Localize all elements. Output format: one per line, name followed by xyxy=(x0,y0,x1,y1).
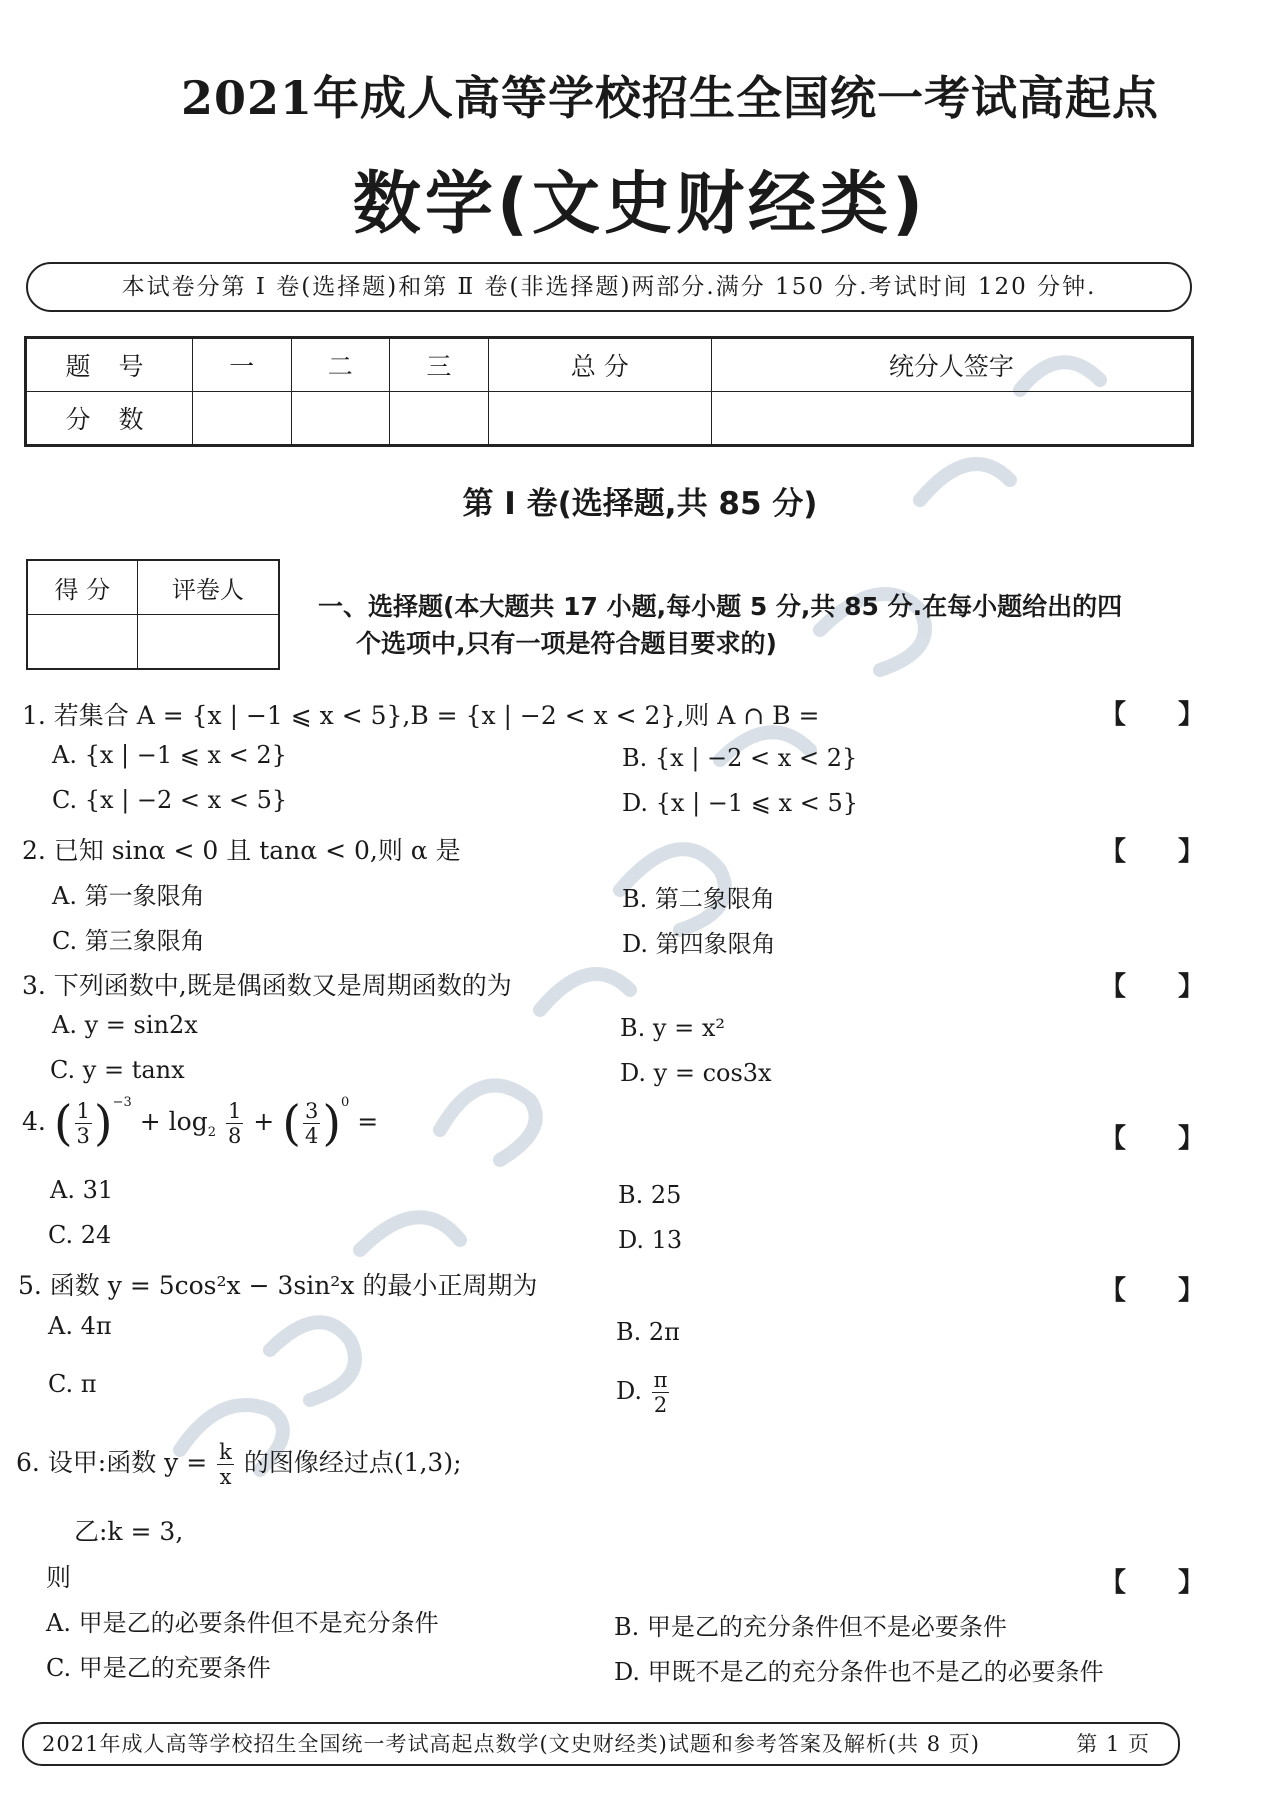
fraction-numerator: 1 xyxy=(76,1099,90,1123)
grader-score-cell[interactable] xyxy=(27,615,137,670)
footer-text: 2021年成人高等学校招生全国统一考试高起点数学(文史财经类)试题和参考答案及解析(共 8 页) xyxy=(42,1732,980,1756)
plus-operator: + xyxy=(253,1107,275,1136)
fraction-denominator: 4 xyxy=(304,1124,319,1148)
fraction xyxy=(226,1099,243,1148)
exponent: −3 xyxy=(112,1095,132,1110)
answer-option: D. {x | −1 ⩽ x < 5} xyxy=(622,789,858,817)
exam-subject: 数学(文史财经类) xyxy=(352,165,928,244)
score-table-cell: 分 数 xyxy=(26,392,193,446)
grader-score-label: 得 分 xyxy=(27,560,137,615)
answer-option: B. y = x² xyxy=(620,1014,725,1042)
question-text: 则 xyxy=(46,1563,72,1592)
answer-option: A. {x | −1 ⩽ x < 2} xyxy=(52,741,287,769)
answer-option: B. {x | −2 < x < 2} xyxy=(622,744,858,772)
instructions-line: 一、选择题(本大题共 17 小题,每小题 5 分,共 85 分.在每小题给出的四 xyxy=(318,592,1123,621)
score-entry-cell[interactable] xyxy=(488,392,711,446)
exam-title: 2021年成人高等学校招生全国统一考试高起点 xyxy=(180,71,1160,125)
answer-bracket[interactable]: 【 】 xyxy=(1100,837,1205,867)
question-text: 的图像经过点(1,3); xyxy=(243,1448,462,1477)
fraction-numerator: 1 xyxy=(227,1099,242,1123)
grader-name-label: 评卷人 xyxy=(137,560,279,615)
equals-sign: = xyxy=(357,1107,379,1136)
answer-option: D. 第四象限角 xyxy=(622,930,776,958)
fraction xyxy=(303,1099,320,1148)
answer-option: D. 甲既不是乙的充分条件也不是乙的必要条件 xyxy=(614,1658,1104,1686)
answer-option xyxy=(616,1368,671,1417)
grader-name-cell[interactable] xyxy=(137,615,279,670)
paren-right: ) xyxy=(322,1095,342,1152)
answer-option: B. 第二象限角 xyxy=(622,885,775,913)
answer-bracket[interactable]: 【 】 xyxy=(1100,1568,1205,1598)
fraction-denominator: 8 xyxy=(227,1124,242,1148)
log-base: 2 xyxy=(207,1125,217,1140)
answer-option: C. y = tanx xyxy=(50,1056,185,1084)
score-table-cell: 三 xyxy=(390,338,489,392)
question-stem xyxy=(16,1440,462,1489)
option-label: D. xyxy=(616,1377,643,1405)
fraction-numerator: 3 xyxy=(304,1099,319,1123)
paren-right: ) xyxy=(93,1095,113,1152)
answer-option: C. π xyxy=(48,1370,97,1398)
log-operator: + log xyxy=(139,1107,208,1136)
answer-bracket[interactable]: 【 】 xyxy=(1100,1276,1205,1306)
question-stem: 3. 下列函数中,既是偶函数又是周期函数的为 xyxy=(22,971,512,1000)
fraction-denominator: x xyxy=(219,1465,232,1489)
answer-option: A. 31 xyxy=(50,1176,114,1204)
answer-option: B. 2π xyxy=(616,1318,680,1346)
answer-option: A. 甲是乙的必要条件但不是充分条件 xyxy=(46,1609,439,1637)
question-stem: 2. 已知 sinα < 0 且 tanα < 0,则 α 是 xyxy=(22,836,461,865)
fraction-denominator: 2 xyxy=(653,1393,668,1417)
fraction xyxy=(75,1099,92,1148)
answer-option: D. 13 xyxy=(618,1226,683,1254)
question-stem xyxy=(22,1095,378,1152)
score-entry-cell[interactable] xyxy=(193,392,292,446)
answer-option: D. y = cos3x xyxy=(620,1059,772,1087)
score-table xyxy=(24,336,1194,447)
instructions-line: 个选项中,只有一项是符合题目要求的) xyxy=(356,629,777,658)
page-footer xyxy=(22,1722,1180,1766)
score-table-header-row xyxy=(26,338,1193,392)
question-stem: 1. 若集合 A = {x | −1 ⩽ x < 5},B = {x | −2 < x < 2},则 A ∩ B = xyxy=(22,701,820,730)
answer-option: C. 甲是乙的充要条件 xyxy=(46,1654,271,1682)
question-stem: 5. 函数 y = 5cos²x − 3sin²x 的最小正周期为 xyxy=(18,1271,538,1300)
score-table-cell: 题 号 xyxy=(26,338,193,392)
score-table-cell: 统分人签字 xyxy=(711,338,1192,392)
exponent: 0 xyxy=(341,1095,350,1110)
fraction-numerator: k xyxy=(219,1440,232,1464)
score-entry-cell[interactable] xyxy=(390,392,489,446)
answer-option: B. 25 xyxy=(618,1181,682,1209)
section-instructions xyxy=(318,588,1198,662)
question-text: 6. 设甲:函数 y = xyxy=(16,1448,208,1477)
answer-bracket[interactable]: 【 】 xyxy=(1100,972,1205,1002)
paren-left: ( xyxy=(282,1095,301,1152)
answer-option: B. 甲是乙的充分条件但不是必要条件 xyxy=(614,1613,1007,1641)
question-condition: 乙:k = 3, xyxy=(74,1517,184,1546)
page-number: 第 1 页 xyxy=(1076,1732,1150,1756)
fraction-denominator: 3 xyxy=(76,1124,90,1148)
answer-option: C. {x | −2 < x < 5} xyxy=(52,786,288,814)
fraction xyxy=(652,1368,670,1417)
answer-option: C. 24 xyxy=(48,1221,112,1249)
score-entry-cell[interactable] xyxy=(711,392,1192,446)
score-table-cell: 二 xyxy=(291,338,390,392)
answer-option: A. 第一象限角 xyxy=(52,882,205,910)
answer-option: A. y = sin2x xyxy=(52,1011,198,1039)
score-table-cell: 一 xyxy=(193,338,292,392)
answer-bracket[interactable]: 【 】 xyxy=(1100,1124,1205,1154)
answer-option: A. 4π xyxy=(48,1312,112,1340)
score-table-cell: 总 分 xyxy=(488,338,711,392)
paren-left: ( xyxy=(53,1095,73,1152)
fraction xyxy=(217,1440,234,1489)
answer-option: C. 第三象限角 xyxy=(52,927,205,955)
fraction-numerator: π xyxy=(653,1368,668,1392)
question-number: 4. xyxy=(22,1107,46,1136)
exam-notice: 本试卷分第 Ⅰ 卷(选择题)和第 Ⅱ 卷(非选择题)两部分.满分 150 分.考试时间 120 分钟. xyxy=(26,262,1192,312)
score-entry-cell[interactable] xyxy=(291,392,390,446)
section-title: 第 Ⅰ 卷(选择题,共 85 分) xyxy=(462,486,818,522)
grader-table xyxy=(26,559,280,670)
answer-bracket[interactable]: 【 】 xyxy=(1100,700,1205,730)
score-table-score-row xyxy=(26,392,1193,446)
